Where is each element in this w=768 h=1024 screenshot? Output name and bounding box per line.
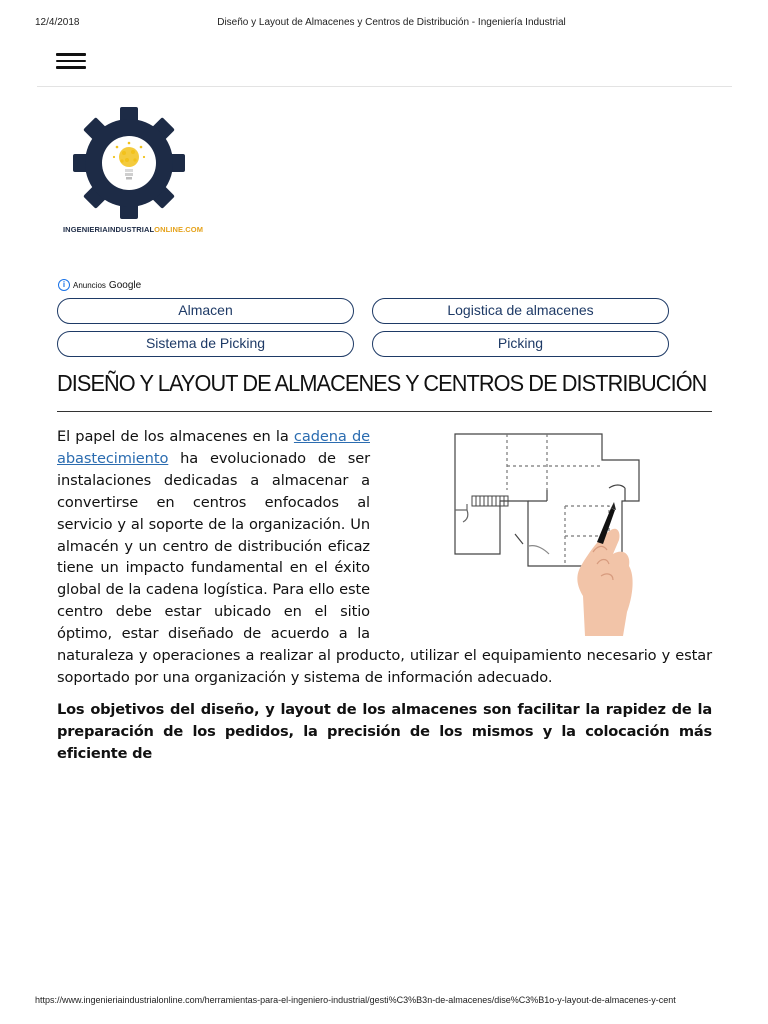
print-footer-url: https://www.ingenieriaindustrialonline.com/herramientas-para-el-ingeniero-industrial/gesti%C3%B3n-de-almacenes/dise%C3%B1o-y-layout-de-almacenes-y-cent: [35, 995, 676, 1005]
gear-lightbulb-icon: [72, 107, 187, 219]
link-cadena-de-abastecimiento[interactable]: cadena de abastecimiento: [57, 428, 370, 467]
article-intro-paragraph: El papel de los almacenes en la cadena de abastecimiento ha evolucionado de ser instalaciones dedicadas a almacenar a convertirse en centros enfocados al servicio y al soporte de la organización. Un almacén y un centro de distribución eficaz tiene un impacto fundamental en el éxito global de la cadena logística. Para ello este centro debe estar ubicado en el sitio óptimo, estar diseñado de acuerdo a la naturaleza y operaciones a realizar al producto, utilizar el equipamiento necesario y estar soportado por una organización y sistema de información adecuado.: [57, 428, 712, 686]
header-divider: [37, 86, 732, 87]
menu-hamburger-icon[interactable]: [56, 53, 86, 69]
article-objectives-paragraph: Los objetivos del diseño, y layout de los almacenes son facilitar la rapidez de la preparación de los pedidos, la precisión de los mismos y la colocación más eficiente de: [57, 701, 712, 762]
ads-brand: Google: [108, 279, 142, 291]
article-title: DISEÑO Y LAYOUT DE ALMACENES Y CENTROS DE DISTRIBUCIÓN: [57, 370, 707, 396]
print-date: 12/4/2018: [35, 17, 80, 28]
ad-link-almacen[interactable]: Almacen: [57, 298, 354, 324]
ad-link-logistica-de-almacenes[interactable]: Logistica de almacenes: [372, 298, 669, 324]
ads-label[interactable]: [58, 279, 141, 291]
ads-label-text: Anuncios: [73, 280, 106, 290]
print-document-title: Diseño y Layout de Almacenes y Centros de Distribución - Ingeniería Industrial: [217, 17, 566, 28]
ad-link-picking[interactable]: Picking: [372, 331, 669, 357]
print-header: [35, 17, 748, 31]
ad-link-sistema-de-picking[interactable]: Sistema de Picking: [57, 331, 354, 357]
site-logo[interactable]: [60, 107, 210, 242]
logo-wordmark: INGENIERIAINDUSTRIALONLINE.COM: [63, 225, 204, 234]
title-divider: [57, 411, 712, 412]
info-icon[interactable]: i: [58, 279, 70, 291]
